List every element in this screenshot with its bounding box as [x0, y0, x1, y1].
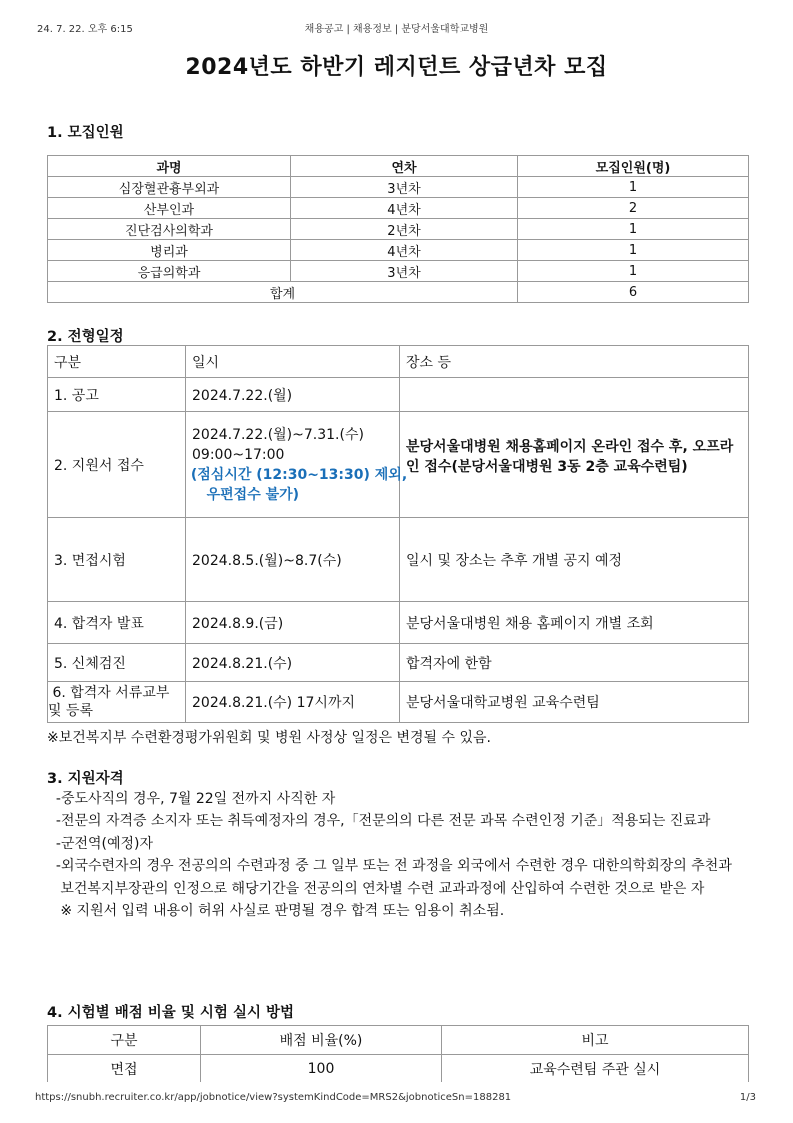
table-row [48, 518, 749, 602]
print-page-title: 채용공고 | 채용정보 | 분당서울대학교병원 [304, 24, 489, 35]
qualification-item: -중도사직의 경우, 7월 22일 전까지 사직한 자 [47, 791, 336, 807]
section-heading-qualifications: 3. 지원자격 [47, 771, 124, 787]
date-note: 우편접수 불가) [192, 486, 300, 503]
year-cell: 4년차 [291, 240, 518, 261]
stage-cell: 4. 합격자 발표 [48, 602, 186, 644]
table-row [48, 682, 749, 723]
table-header-row [48, 346, 749, 378]
date-cell: 2024.8.9.(금) [186, 602, 400, 644]
score-ratio-cell: 100 [201, 1055, 442, 1083]
column-header: 과명 [48, 156, 291, 177]
count-cell: 1 [518, 261, 749, 282]
year-cell: 4년차 [291, 198, 518, 219]
footer-url: https://snubh.recruiter.co.kr/app/jobnotice/view?systemKindCode=MRS2&jobnoticeSn=188281 [35, 1092, 512, 1103]
total-label: 합계 [48, 282, 518, 303]
column-header: 구분 [48, 346, 186, 378]
place-cell [400, 378, 749, 412]
column-header: 모집인원(명) [518, 156, 749, 177]
qualification-item: 보건복지부장관의 인정으로 해당기간을 전공의의 연차별 수련 교과과정에 산입하여 수련한 것으로 받은 자 [47, 880, 705, 897]
department-cell: 산부인과 [48, 198, 291, 219]
place-cell: 분당서울대병원 채용 홈페이지 개별 조회 [400, 602, 749, 644]
date-cell: 2024.8.21.(수) 17시까지 [186, 682, 400, 723]
place-cell: 일시 및 장소는 추후 개별 공지 예정 [400, 518, 749, 602]
table-row [48, 219, 749, 240]
date-cell: 2024.8.21.(수) [186, 644, 400, 682]
schedule-note: ※보건복지부 수련환경평가위원회 및 병원 사정상 일정은 변경될 수 있음. [47, 730, 491, 746]
qualification-item: -외국수련자의 경우 전공의의 수련과정 중 그 일부 또는 전 과정을 외국에서 수련한 경우 대한의학회장의 추천과 [47, 858, 732, 875]
exam-type-cell: 면접 [48, 1055, 201, 1083]
stage-cell: 3. 면접시험 [48, 518, 186, 602]
stage-cell: 2. 지원서 접수 [48, 412, 186, 518]
section-heading-recruitment: 1. 모집인원 [47, 125, 124, 141]
date-note: (점심시간 (12:30~13:30) 제외, [186, 466, 408, 483]
column-header: 비고 [442, 1026, 749, 1055]
count-cell: 1 [518, 219, 749, 240]
year-cell: 3년차 [291, 261, 518, 282]
total-row [48, 282, 749, 303]
date-cell: 2024.8.5.(월)~8.7(수) [186, 518, 400, 602]
stage-cell: 1. 공고 [48, 378, 186, 412]
table-row [48, 198, 749, 219]
print-datetime: 24. 7. 22. 오후 6:15 [37, 24, 133, 35]
page-number: 1/3 [739, 1092, 756, 1103]
section-heading-scoring: 4. 시험별 배점 비율 및 시험 실시 방법 [47, 1005, 295, 1021]
table-row [48, 602, 749, 644]
qualification-item: -전문의 자격증 소지자 또는 취득예정자의 경우,「전문의의 다른 전문 과목 수련인정 기준」적용되는 진료과 [47, 813, 711, 830]
qualification-item: -군전역(예정)자 [47, 835, 154, 852]
count-cell: 2 [518, 198, 749, 219]
year-cell: 3년차 [291, 177, 518, 198]
section-heading-schedule: 2. 전형일정 [47, 329, 124, 345]
total-value: 6 [518, 282, 749, 303]
table-row [48, 240, 749, 261]
table-row [48, 177, 749, 198]
table-row [48, 1055, 749, 1083]
date-cell [186, 412, 408, 518]
count-cell: 1 [518, 177, 749, 198]
table-header-row [48, 1026, 749, 1055]
remark-cell: 교육수련팀 주관 실시 [442, 1055, 749, 1083]
column-header: 연차 [291, 156, 518, 177]
scoring-table [47, 1025, 749, 1082]
qualification-list [47, 788, 752, 922]
recruitment-table [47, 155, 749, 303]
table-row [48, 644, 749, 682]
column-header: 배점 비율(%) [201, 1026, 442, 1055]
table-header-row [48, 156, 749, 177]
stage-cell: 6. 합격자 서류교부 및 등록 [48, 682, 186, 723]
schedule-table [47, 345, 749, 723]
date-range: 2024.7.22.(월)~7.31.(수) [192, 426, 364, 443]
place-cell: 분당서울대병원 채용홈페이지 온라인 접수 후, 오프라인 접수(분당서울대병원 3동 2층 교육수련팀) [400, 412, 749, 518]
column-header: 장소 등 [400, 346, 749, 378]
column-header: 일시 [186, 346, 400, 378]
department-cell: 응급의학과 [48, 261, 291, 282]
count-cell: 1 [518, 240, 749, 261]
date-cell: 2024.7.22.(월) [186, 378, 400, 412]
place-cell: 분당서울대학교병원 교육수련팀 [400, 682, 749, 723]
department-cell: 심장혈관흉부외과 [48, 177, 291, 198]
table-row [48, 412, 749, 518]
place-cell: 합격자에 한함 [400, 644, 749, 682]
department-cell: 병리과 [48, 240, 291, 261]
table-row [48, 261, 749, 282]
stage-cell: 5. 신체검진 [48, 644, 186, 682]
table-row [48, 378, 749, 412]
document-title: 2024년도 하반기 레지던트 상급년차 모집 [185, 55, 608, 80]
time-range: 09:00~17:00 [192, 446, 285, 463]
column-header: 구분 [48, 1026, 201, 1055]
qualification-warning: ※ 지원서 입력 내용이 허위 사실로 판명될 경우 합격 또는 임용이 취소됨. [47, 903, 505, 920]
department-cell: 진단검사의학과 [48, 219, 291, 240]
year-cell: 2년차 [291, 219, 518, 240]
